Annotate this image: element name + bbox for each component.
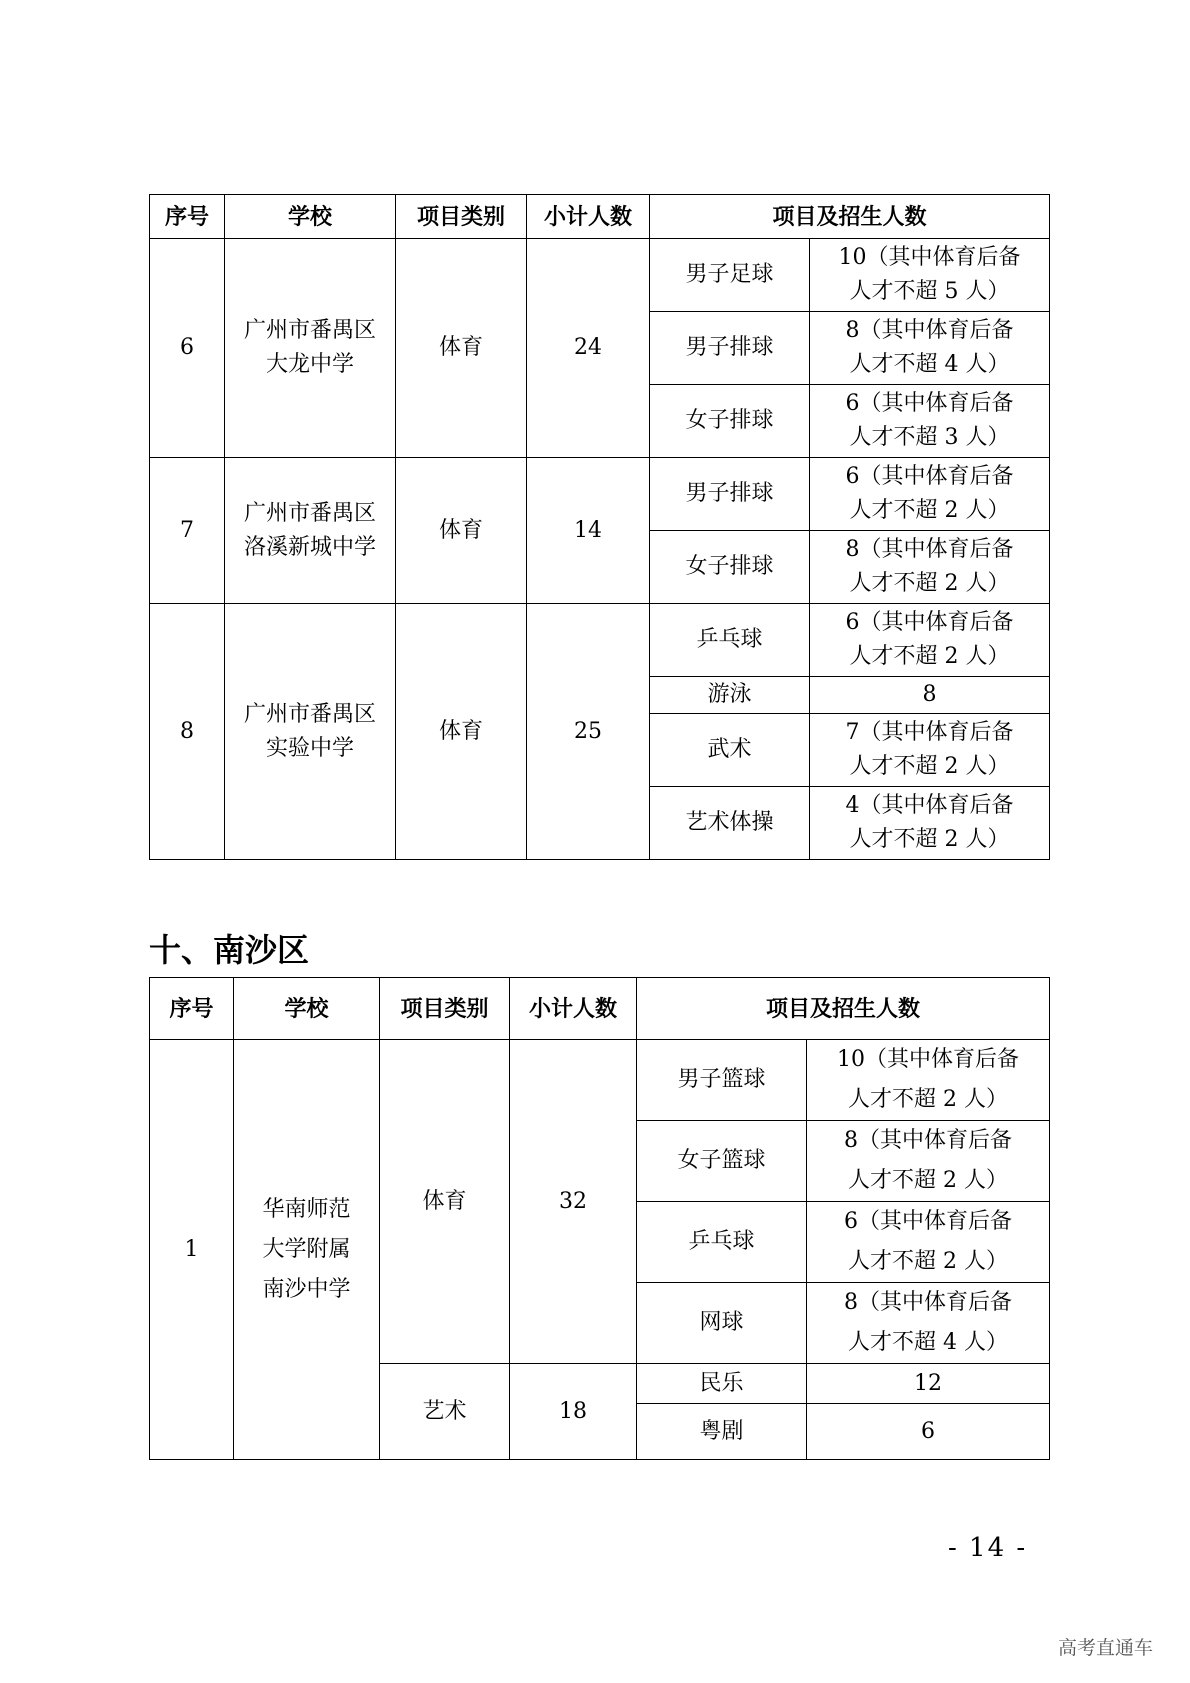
item-name: 乒乓球 (637, 1202, 807, 1283)
subtotal: 25 (527, 604, 650, 860)
header-subtotal: 小计人数 (510, 978, 637, 1040)
item-name: 武术 (650, 714, 810, 787)
category: 体育 (396, 458, 527, 604)
item-name: 女子排球 (650, 385, 810, 458)
item-name: 女子排球 (650, 531, 810, 604)
item-name: 男子足球 (650, 239, 810, 312)
item-name: 男子篮球 (637, 1040, 807, 1121)
subtotal: 18 (510, 1364, 637, 1460)
header-items: 项目及招生人数 (637, 978, 1050, 1040)
item-quota: 4（其中体育后备 人才不超 2 人） (810, 787, 1050, 860)
admissions-table-panyu (149, 194, 1050, 860)
item-quota: 10（其中体育后备 人才不超 5 人） (810, 239, 1050, 312)
item-quota: 6（其中体育后备 人才不超 3 人） (810, 385, 1050, 458)
subtotal: 24 (527, 239, 650, 458)
item-name: 男子排球 (650, 312, 810, 385)
watermark: 高考直通车 (1058, 1637, 1154, 1659)
item-name: 女子篮球 (637, 1121, 807, 1202)
header-category: 项目类别 (380, 978, 510, 1040)
category: 体育 (396, 604, 527, 860)
header-no: 序号 (150, 978, 234, 1040)
item-quota: 12 (807, 1364, 1050, 1404)
page-number: - 14 - (948, 1533, 1028, 1563)
header-school: 学校 (225, 195, 396, 239)
item-quota: 6（其中体育后备 人才不超 2 人） (810, 458, 1050, 531)
category: 艺术 (380, 1364, 510, 1460)
subtotal: 32 (510, 1040, 637, 1364)
item-name: 乒乓球 (650, 604, 810, 677)
header-subtotal: 小计人数 (527, 195, 650, 239)
item-quota: 7（其中体育后备 人才不超 2 人） (810, 714, 1050, 787)
item-quota: 8 (810, 677, 1050, 714)
header-items: 项目及招生人数 (650, 195, 1050, 239)
header-school: 学校 (234, 978, 380, 1040)
header-category: 项目类别 (396, 195, 527, 239)
item-quota: 8（其中体育后备 人才不超 2 人） (810, 531, 1050, 604)
item-name: 艺术体操 (650, 787, 810, 860)
row-no: 8 (150, 604, 225, 860)
header-no: 序号 (150, 195, 225, 239)
category: 体育 (380, 1040, 510, 1364)
subtotal: 14 (527, 458, 650, 604)
item-quota: 6 (807, 1404, 1050, 1460)
item-quota: 8（其中体育后备 人才不超 4 人） (807, 1283, 1050, 1364)
item-quota: 6（其中体育后备 人才不超 2 人） (807, 1202, 1050, 1283)
item-quota: 6（其中体育后备 人才不超 2 人） (810, 604, 1050, 677)
school-name: 广州市番禺区 洛溪新城中学 (225, 458, 396, 604)
category: 体育 (396, 239, 527, 458)
school-name: 华南师范 大学附属 南沙中学 (234, 1040, 380, 1460)
item-quota: 8（其中体育后备 人才不超 4 人） (810, 312, 1050, 385)
item-quota: 8（其中体育后备 人才不超 2 人） (807, 1121, 1050, 1202)
item-name: 男子排球 (650, 458, 810, 531)
row-no: 1 (150, 1040, 234, 1460)
row-no: 6 (150, 239, 225, 458)
row-no: 7 (150, 458, 225, 604)
item-name: 粤剧 (637, 1404, 807, 1460)
school-name: 广州市番禺区 大龙中学 (225, 239, 396, 458)
section-heading: 十、南沙区 (149, 931, 310, 969)
item-name: 网球 (637, 1283, 807, 1364)
school-name: 广州市番禺区 实验中学 (225, 604, 396, 860)
admissions-table-nansha (149, 977, 1050, 1460)
item-name: 民乐 (637, 1364, 807, 1404)
item-quota: 10（其中体育后备 人才不超 2 人） (807, 1040, 1050, 1121)
item-name: 游泳 (650, 677, 810, 714)
